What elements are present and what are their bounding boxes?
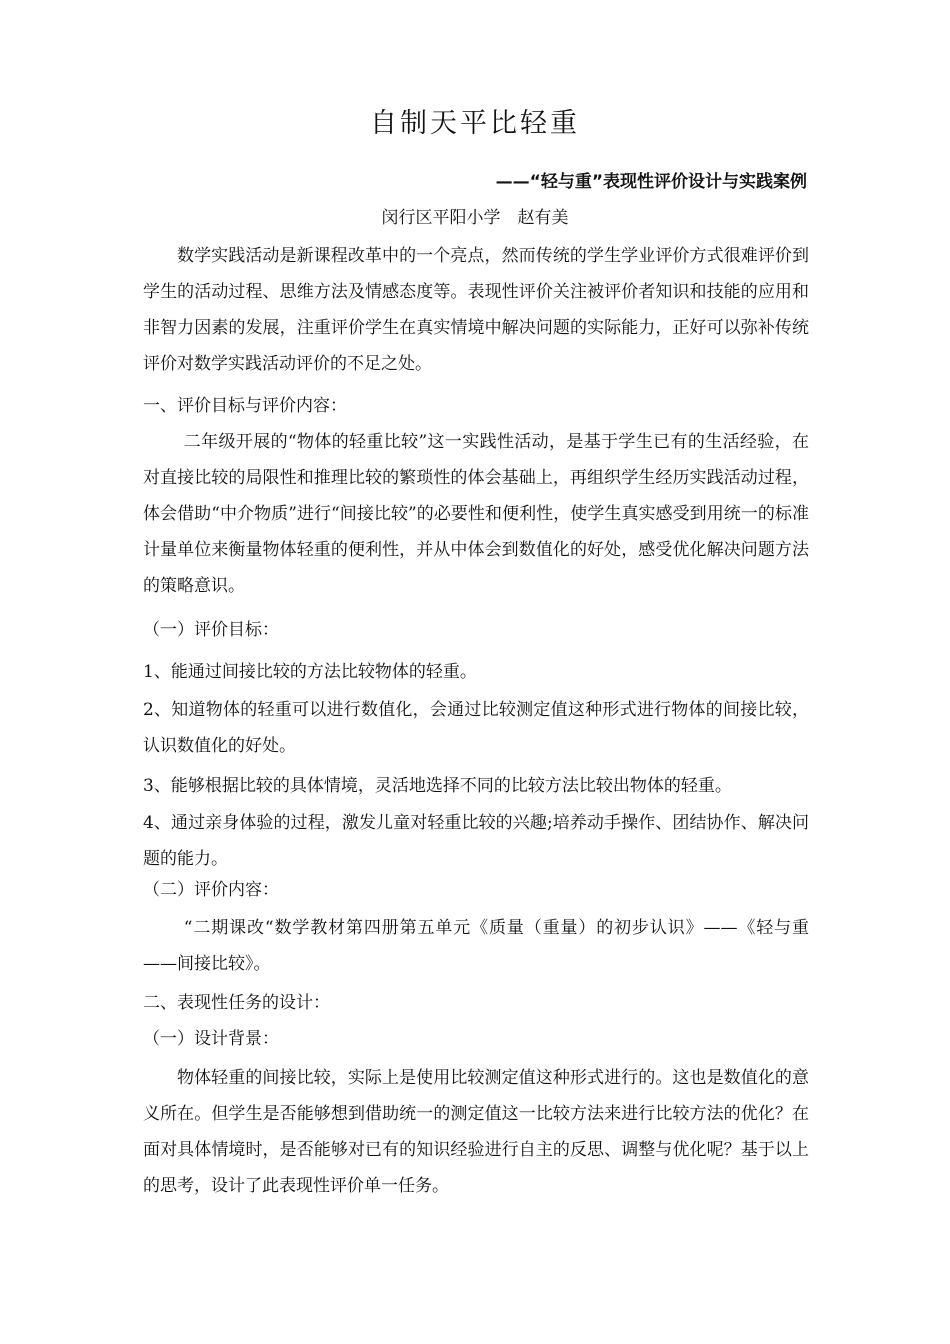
section-2-heading: 二、表现性任务的设计： (143, 993, 330, 1013)
document-author: 闵行区平阳小学 赵有美 (381, 208, 569, 228)
subsection-3-heading: （一）设计背景： (143, 1029, 279, 1049)
goal-item-4: 4、通过亲身体验的过程，激发儿童对轻重比较的兴趣;培养动手操作、团结协作、解决问题的能力。 (143, 813, 809, 869)
goal-item-2: 2、知道物体的轻重可以进行数值化，会通过比较测定值这种形式进行物体的间接比较，认识数值化的好处。 (143, 700, 809, 756)
subsection-2-heading: （二）评价内容： (143, 880, 279, 900)
subsection-1-heading: （一）评价目标： (143, 620, 279, 640)
document-subtitle: ——“轻与重”表现性评价设计与实践案例 (495, 172, 807, 192)
background-paragraph: 物体轻重的间接比较，实际上是使用比较测定值这种形式进行的。这也是数值化的意义所在。但学生是否能够想到借助统一的测定值这一比较方法来进行比较方法的优化？在面对具体情境时，是否能够对已有的知识经验进行自主的反思、调整与优化呢？基于以上的思考，设计了此表现性评价单一任务。 (143, 1068, 809, 1196)
section-1-paragraph: 二年级开展的“物体的轻重比较”这一实践性活动，是基于学生已有的生活经验，在对直接比较的局限性和推理比较的繁琐性的体会基础上，再组织学生经历实践活动过程，体会借助“中介物质”进行“间接比较”的必要性和便利性，使学生真实感受到用统一的标准计量单位来衡量物体轻重的便利性，并从中体会到数值化的好处，感受优化解决问题方法的策略意识。 (143, 432, 809, 596)
document-title: 自制天平比轻重 (370, 108, 580, 139)
section-1-heading: 一、评价目标与评价内容： (143, 396, 347, 416)
content-paragraph: “二期课改“数学教材第四册第五单元《质量（重量）的初步认识》——《轻与重——间接比较》。 (143, 918, 809, 974)
intro-paragraph: 数学实践活动是新课程改革中的一个亮点，然而传统的学生学业评价方式很难评价到学生的活动过程、思维方法及情感态度等。表现性评价关注被评价者知识和技能的应用和非智力因素的发展，注重评价学生在真实情境中解决问题的实际能力，正好可以弥补传统评价对数学实践活动评价的不足之处。 (143, 246, 809, 374)
goal-item-3: 3、能够根据比较的具体情境，灵活地选择不同的比较方法比较出物体的轻重。 (143, 776, 732, 796)
goal-item-1: 1、能通过间接比较的方法比较物体的轻重。 (143, 662, 477, 682)
